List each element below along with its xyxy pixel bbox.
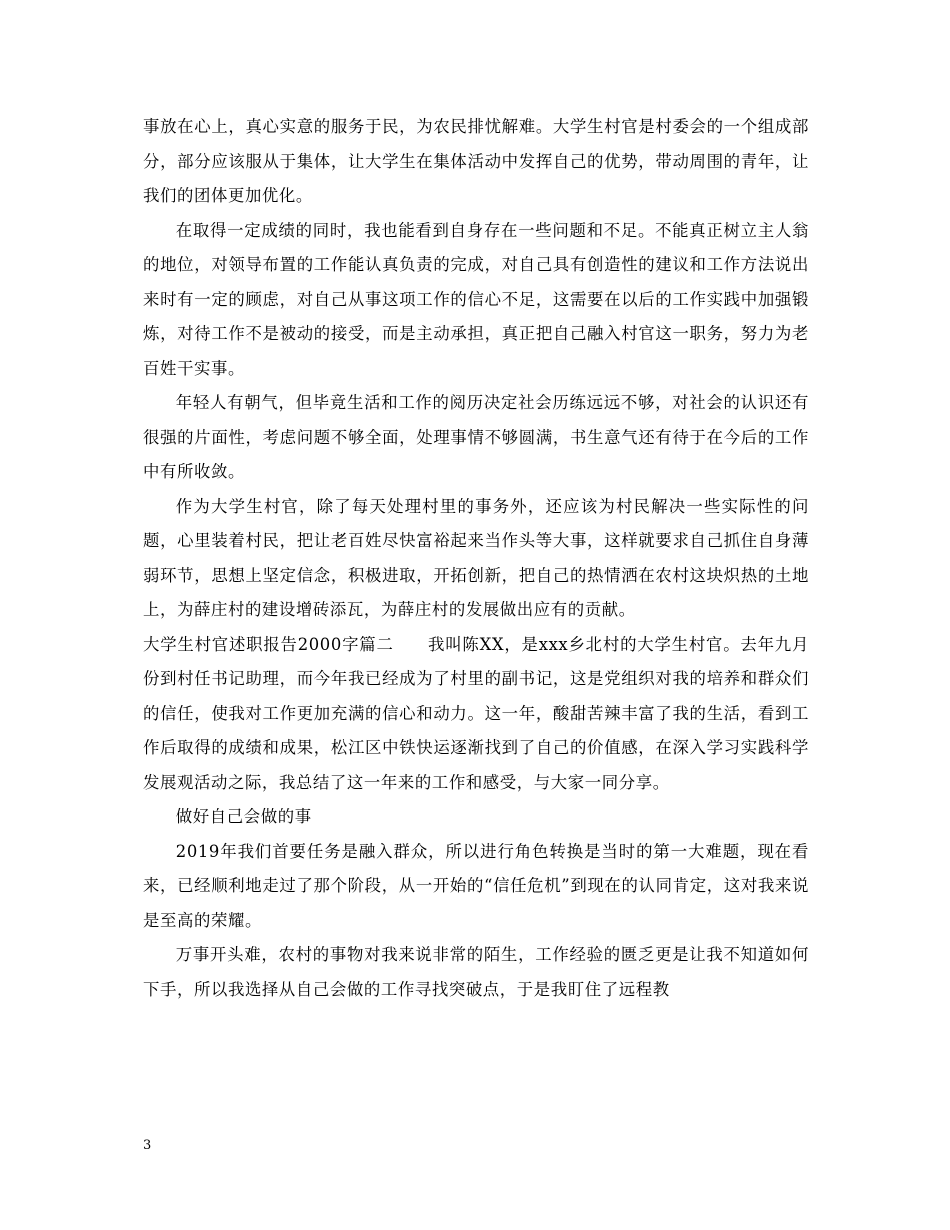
paragraph: 万事开头难，农村的事物对我来说非常的陌生，工作经验的匮乏更是让我不知道如何下手，所以我选择从自己会做的工作寻找突破点，于是我盯住了远程教 (143, 945, 809, 999)
paragraph: 年轻人有朝气，但毕竟生活和工作的阅历决定社会历练远远不够，对社会的认识还有很强的片面性，考虑问题不够全面，处理事情不够圆满，书生意气还有待于在今后的工作中有所收敛。 (143, 393, 809, 481)
document-body (143, 110, 809, 1007)
subheading: 做好自己会做的事 (175, 807, 312, 826)
paragraph: 2019年我们首要任务是融入群众，所以进行角色转换是当时的第一大难题，现在看来，已经顺利地走过了那个阶段，从一开始的“信任危机”到现在的认同肯定，这对我来说是至高的荣耀。 (143, 841, 809, 930)
section-heading-paragraph: 大学生村官述职报告2000字篇二 我叫陈XX，是xxx乡北村的大学生村官。去年九月份到村任书记助理，而今年我已经成为了村里的副书记，这是党组织对我的培养和群众们的信任，使我对工作更加充满的信心和动力。这一年，酸甜苦辣丰富了我的生活，看到工作后取得的成绩和成果，松江区中铁快运逐渐找到了自己的价值感，在深入学习实践科学发展观活动之际，我总结了这一年来的工作和感受，与大家一同分享。 (143, 634, 809, 792)
paragraph: 事放在心上，真心实意的服务于民，为农民排忧解难。大学生村官是村委会的一个组成部分，部分应该服从于集体，让大学生在集体活动中发挥自己的优势，带动周围的青年，让我们的团体更加优化。 (143, 117, 809, 205)
paragraph: 在取得一定成绩的同时，我也能看到自身存在一些问题和不足。不能真正树立主人翁的地位，对领导布置的工作能认真负责的完成，对自己具有创造性的建议和工作方法说出来时有一定的顾虑，对自己从事这项工作的信心不足，这需要在以后的工作实践中加强锻炼，对待工作不是被动的接受，而是主动承担，真正把自己融入村官这一职务，努力为老百姓干实事。 (143, 220, 809, 378)
paragraph: 作为大学生村官，除了每天处理村里的事务外，还应该为村民解决一些实际性的问题，心里装着村民，把让老百姓尽快富裕起来当作头等大事，这样就要求自己抓住自身薄弱环节，思想上坚定信念，积极进取，开拓创新，把自己的热情洒在农村这块炽热的土地上，为薛庄村的建设增砖添瓦，为薛庄村的发展做出应有的贡献。 (143, 496, 809, 619)
page-number: 3 (143, 1138, 152, 1153)
